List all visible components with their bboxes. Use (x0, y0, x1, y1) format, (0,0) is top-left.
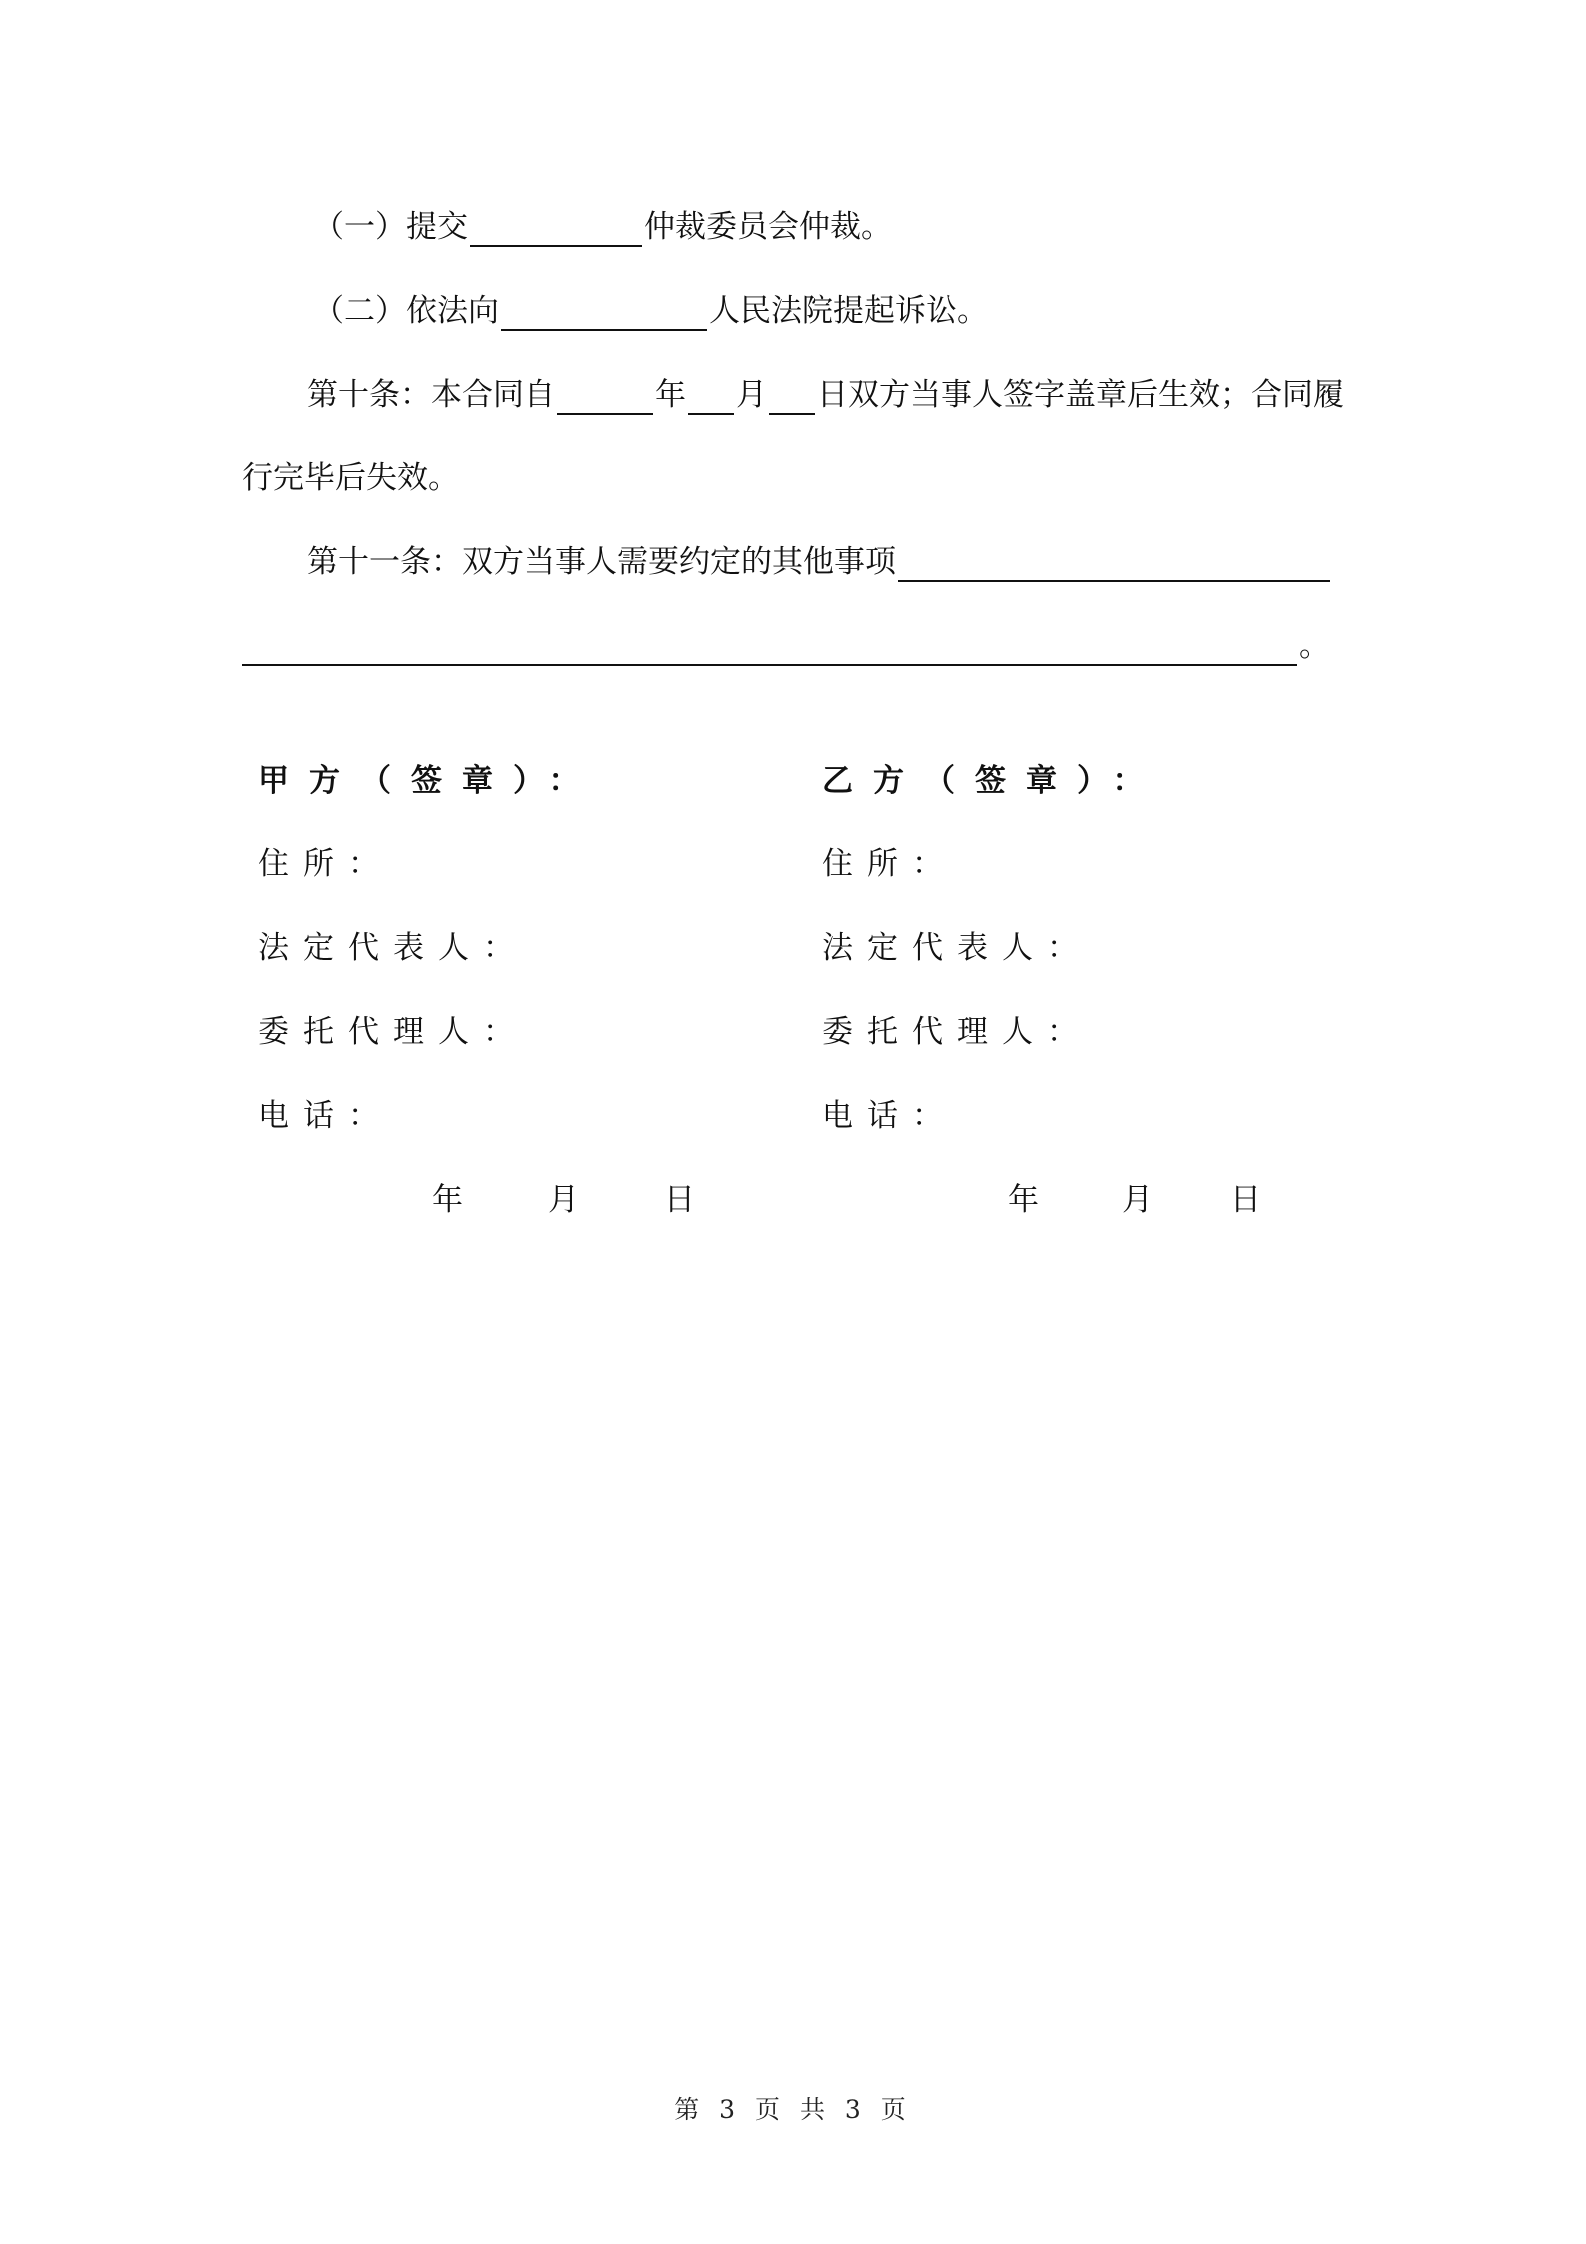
article-11-line-1 (307, 542, 1332, 582)
party-b-address-label: 住所： (822, 846, 957, 882)
party-a-legal-rep-label: 法定代表人： (258, 930, 528, 966)
effective-day-blank (769, 383, 815, 415)
party-a-date-year: 年 (432, 1182, 463, 1218)
party-b-date-year: 年 (1008, 1182, 1039, 1218)
article-11-prefix: 第十一条：双方当事人需要约定的其他事项 (307, 544, 896, 580)
clause-item-2-suffix: 人民法院提起诉讼。 (709, 293, 988, 329)
article-10-line-1 (307, 375, 1344, 415)
clause-item-1 (313, 207, 892, 247)
party-a-phone-label: 电话： (258, 1098, 393, 1134)
party-b-agent-label: 委托代理人： (822, 1014, 1092, 1050)
party-a-title: 甲方（签章）： (258, 763, 600, 799)
other-matters-blank-1 (898, 550, 1330, 582)
party-a-agent-label: 委托代理人： (258, 1014, 528, 1050)
effective-month-blank (688, 383, 734, 415)
party-b-date-day: 日 (1230, 1182, 1261, 1218)
party-b-date-month: 月 (1122, 1182, 1153, 1218)
page-number-footer: 第 3 页 共 3 页 (674, 2095, 912, 2124)
party-a-date-day: 日 (664, 1182, 695, 1218)
clause-item-1-prefix: （一）提交 (313, 209, 468, 245)
party-a-date-month: 月 (548, 1182, 579, 1218)
clause-item-1-suffix: 仲裁委员会仲裁。 (644, 209, 892, 245)
court-blank (501, 299, 707, 331)
effective-year-blank (557, 383, 653, 415)
article-10-year: 年 (655, 377, 686, 413)
article-10-line-2-text: 行完毕后失效。 (242, 460, 459, 496)
article-11-line-2 (242, 626, 1330, 666)
article-10-month: 月 (736, 377, 767, 413)
party-b-legal-rep-label: 法定代表人： (822, 930, 1092, 966)
article-11-end: 。 (1299, 628, 1330, 664)
party-a-address-label: 住所： (258, 846, 393, 882)
clause-item-2-prefix: （二）依法向 (313, 293, 499, 329)
article-10-day-rest: 日双方当事人签字盖章后生效；合同履 (817, 377, 1344, 413)
party-b-phone-label: 电话： (822, 1098, 957, 1134)
article-10-part1: 第十条：本合同自 (307, 377, 555, 413)
clause-item-2 (313, 291, 988, 331)
arbitration-committee-blank (470, 215, 642, 247)
article-10-line-2 (242, 458, 459, 498)
party-b-title: 乙方（签章）： (822, 763, 1164, 799)
other-matters-blank-2 (242, 634, 1297, 666)
